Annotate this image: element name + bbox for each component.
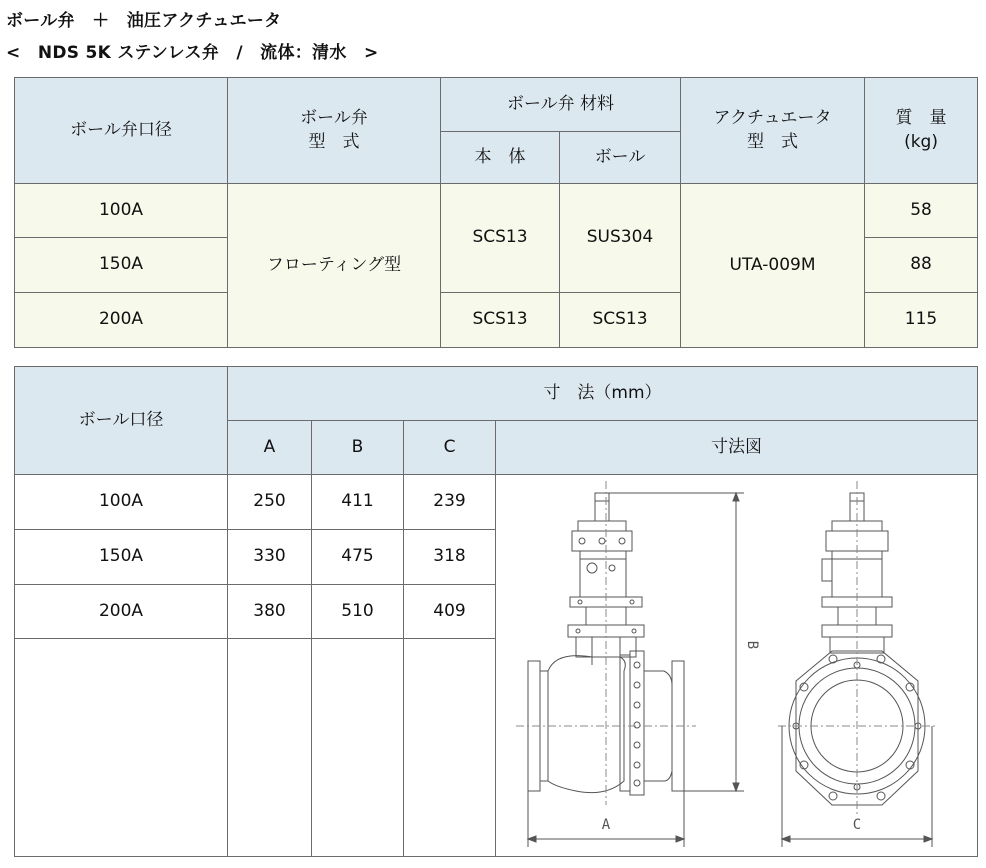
header-bore: ボール弁口径 [15,78,228,184]
header-model [228,78,441,184]
dimension-drawing-cell [496,475,978,857]
row-mass: 88 [865,238,978,293]
row-dim-a: 380 [228,585,312,639]
row-dim-b: 411 [312,475,404,530]
header-ball: ボール [560,132,681,184]
row-bore: 150A [15,238,228,293]
header-body: 本 体 [441,132,560,184]
page-subtitle: < NDS 5K ステンレス弁 / 流体：清水 > [6,43,379,63]
row-dim-b: 510 [312,585,404,639]
actuator-value: UTA-009M [681,184,865,348]
header-mass-line2: (kg) [904,131,938,152]
row-mass: 115 [865,293,978,348]
row-bore: 100A [15,475,228,530]
row-bore: 200A [15,585,228,639]
row-dim-a: 250 [228,475,312,530]
model-value: フローティング型 [228,184,441,348]
front-view [778,481,936,847]
row-mass: 58 [865,184,978,238]
header-actuator-line1: アクチュエータ [713,107,832,128]
header-dimensions: 寸 法（mm） [228,367,978,421]
spec-table [14,77,978,348]
material-body-value: SCS13 [441,293,560,348]
empty-cell [15,639,228,857]
drawing-label-a: A [601,817,611,833]
empty-cell [404,639,496,857]
page-title: ボール弁 ＋ 油圧アクチュエータ [6,11,282,31]
header-dim-a: A [228,421,312,475]
side-view [516,481,744,847]
material-body-value: SCS13 [441,184,560,293]
row-dim-c: 409 [404,585,496,639]
row-bore: 200A [15,293,228,348]
header-model-line2: 型 式 [308,131,360,152]
drawing-label-c: C [852,817,862,833]
row-bore: 100A [15,184,228,238]
header-actuator [681,78,865,184]
header-dim-c: C [404,421,496,475]
row-bore: 150A [15,530,228,585]
row-dim-a: 330 [228,530,312,585]
header-dim-b: B [312,421,404,475]
drawing-label-b: B [744,640,760,650]
valve-dimension-drawing [496,475,976,855]
material-ball-value: SUS304 [560,184,681,293]
header-material: ボール弁 材料 [441,78,681,132]
empty-cell [312,639,404,857]
dimension-table [14,366,978,857]
material-ball-value: SCS13 [560,293,681,348]
header-mass-line1: 質 量 [895,107,947,128]
header-mass [865,78,978,184]
row-dim-c: 239 [404,475,496,530]
header-model-line1: ボール弁 [300,107,368,128]
header-actuator-line2: 型 式 [747,131,799,152]
header-drawing: 寸法図 [496,421,978,475]
row-dim-c: 318 [404,530,496,585]
row-dim-b: 475 [312,530,404,585]
empty-cell [228,639,312,857]
header-bore: ボール口径 [15,367,228,475]
